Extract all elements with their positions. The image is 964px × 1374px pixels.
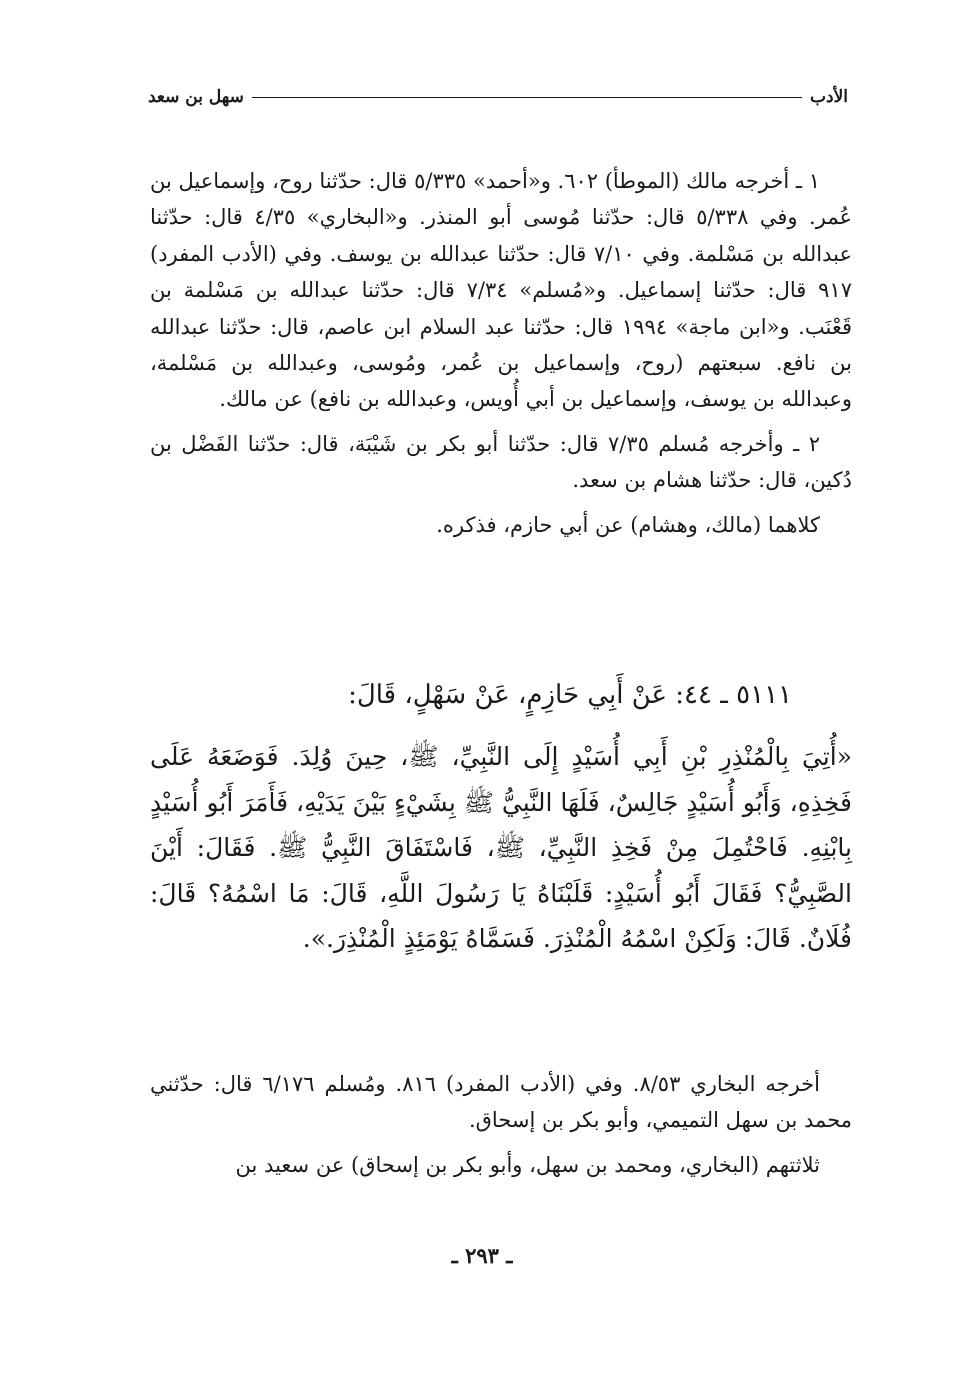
page-number: ـ ٢٩٣ ـ: [451, 1243, 513, 1268]
takhrij-paragraph-1: ١ ـ أخرجه مالك (الموطأ) ٦٠٢. و«أحمد» ٥/٣٣٥ قال: حدّثنا روح، وإسماعيل بن عُمر. وفي ٥/٣٣٨ قال: حدّثنا مُوسى أبو المنذر. و«البخاري» ٤/٣٥ قال: حدّثنا عبدالله بن مَسْلمة. وفي ٧/١٠ قال: حدّثنا عبدالله بن يوسف. وفي (الأدب المفرد) ٩١٧ قال: حدّثنا إسماعيل. و«مُسلم» ٧/٣٤ قال: حدّثنا عبدالله بن مَسْلمة بن قَعْنَب. و«ابن ماجة» ١٩٩٤ قال: حدّثنا عبد السلام ابن عاصم، قال: حدّثنا عبدالله بن نافع. سبعتهم (روح، وإسماعيل بن عُمر، ومُوسى، وعبدالله بن مَسْلمة، وعبدالله بن يوسف، وإسماعيل بن أبي أُويس، وعبدالله بن نافع) عن مالك.: [150, 169, 853, 412]
hadith-text: «أُتِيَ بِالْمُنْذِرِ بْنِ أَبِي أُسَيْدٍ إِلَى النَّبِيِّ، ﷺ، حِينَ وُلِدَ. فَوَضَعَهُ عَلَى فَخِذِهِ، وَأَبُو أُسَيْدٍ جَالِسٌ، فَلَهَا النَّبِيُّ ﷺ بِشَيْءٍ بَيْنَ يَدَيْهِ، فَأَمَرَ أَبُو أُسَيْدٍ بِابْنِهِ. فَاحْتُمِلَ مِنْ فَخِذِ النَّبِيِّ، ﷺ، فَاسْتَفَاقَ النَّبِيُّ ﷺ. فَقَالَ: أَيْنَ الصَّبِيُّ؟ فَقَالَ أَبُو أُسَيْدٍ: قَلَبْنَاهُ يَا رَسُولَ اللَّهِ، قَالَ: مَا اسْمُهُ؟ قَالَ: فُلَانٌ. قَالَ: وَلَكِنْ اسْمُهُ الْمُنْذِرَ. فَسَمَّاهُ يَوْمَئِذٍ الْمُنْذِرَ.».: [150, 742, 852, 954]
section-title: سهل بن سعد: [148, 87, 244, 107]
takhrij-paragraph-4: أخرجه البخاري ٨/٥٣. وفي (الأدب المفرد) ٨١٦. ومُسلم ٦/١٧٦ قال: حدّثني محمد بن سهل التميمي، وأبو بكر بن إسحاق.: [150, 1072, 852, 1133]
takhrij-block-2: [150, 1066, 852, 1183]
chapter-title: الأدب: [810, 87, 848, 107]
header-rule: [252, 97, 802, 98]
running-header: [148, 82, 848, 112]
takhrij-block-1: [150, 163, 852, 543]
hadith-text-block: [150, 734, 852, 962]
takhrij-paragraph-5: ثلاثتهم (البخاري، ومحمد بن سهل، وأبو بكر بن إسحاق) عن سعيد بن: [235, 1152, 820, 1177]
takhrij-paragraph-3: كلاهما (مالك، وهشام) عن أبي حازم، فذكره.: [436, 512, 820, 537]
takhrij-paragraph-2: ٢ ـ وأخرجه مُسلم ٧/٣٥ قال: حدّثنا أبو بكر بن شَيْبَة، قال: حدّثنا الفَضْل بن دُكين، قال: حدّثنا هشام بن سعد.: [150, 431, 852, 493]
hadith-heading: ٥١١١ ـ ٤٤: عَنْ أَبِي حَازِمٍ، عَنْ سَهْلٍ، قَالَ:: [348, 680, 792, 710]
